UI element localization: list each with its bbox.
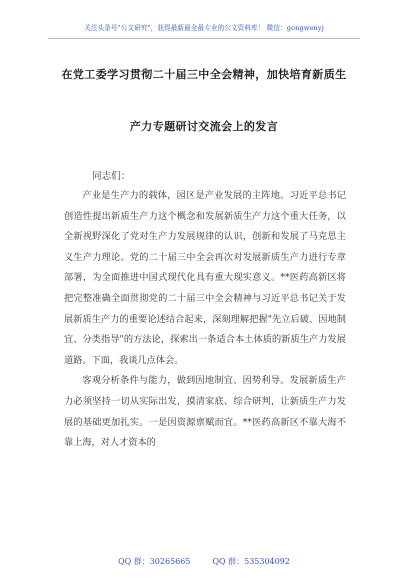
- header-notice: 关注头条号"公文研究"，获得最新最全最专业的公文资料库！ 微信：gongwenyj: [84, 24, 324, 32]
- footer-contacts: [0, 556, 408, 567]
- footer-qq-group-2: QQ 群：535304092: [212, 557, 290, 566]
- header-divider: [48, 38, 360, 39]
- document-title-line-1: 在党工委学习贯彻二十届三中全会精神，加快培育新质生: [61, 68, 347, 81]
- greeting: 同志们：: [92, 171, 131, 182]
- body-paragraph-1: 产业是生产力的载体，园区是产业发展的主阵地。习近平总书记创造性提出新质生产力这个概念和发展新质生产力这个重大任务，以全新视野深化了党对生产力发展规律的认识，创新和发展了马克思主义生产力理论。党的二十届三中全会再次对发展新质生产力进行专章部署，为全面推进中国式现代化具有重大现实意义。**医药高新区将把完整准确全面贯彻党的二十届三中全会精神与习近平总书记关于发展新质生产力的重要论述结合起来，深刻理解把握"先立后破、因地制宜、分类指导"的方法论，探索出一条适合本土体质的新质生产力发展道路。下面，我谈几点体会。: [64, 190, 346, 366]
- document-title-line-2: 产力专题研讨交流会上的发言: [129, 120, 279, 133]
- body-paragraph-2: 客观分析条件与能力，做到因地制宜、因势利导。发展新质生产力必须坚持一切从实际出发，摸清家底、综合研判，让新质生产力发展的基础更加扎实。一是因资源禀赋而宜。**医药高新区不靠大海不靠上海，对人才资本的: [64, 375, 346, 449]
- footer-qq-group-1: QQ 群：30265665: [118, 557, 191, 566]
- document-body: [64, 186, 346, 454]
